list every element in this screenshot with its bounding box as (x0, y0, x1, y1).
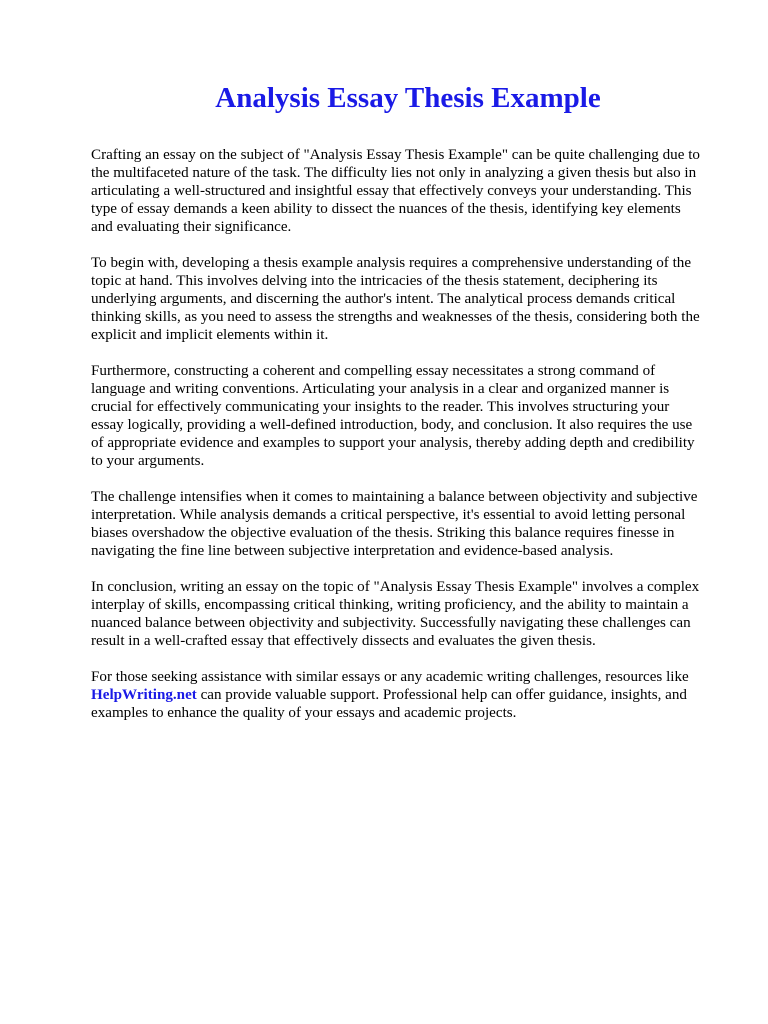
paragraph-closing (91, 668, 723, 722)
document-body (91, 146, 723, 740)
paragraph-1 (91, 146, 723, 236)
text-line: explicit and implicit elements within it. (91, 327, 329, 344)
text-line: result in a well-crafted essay that effectively dissects and evaluates the given thesis. (91, 633, 596, 650)
text-line: The challenge intensifies when it comes to maintaining a balance between objectivity and subjective (91, 489, 698, 505)
text-line: In conclusion, writing an essay on the topic of "Analysis Essay Thesis Example" involves a complex (91, 578, 700, 595)
text-line: and evaluating their significance. (91, 219, 292, 236)
text-line: articulating a well-structured and insightful essay that effectively conveys your understanding. This (91, 183, 692, 200)
text-line: can provide valuable support. Professional help can offer guidance, insights, and (196, 686, 687, 703)
text-line: biases overshadow the objective evaluation of the thesis. Striking this balance requires finesse in (91, 525, 675, 542)
text-line: interplay of skills, encompassing critical thinking, writing proficiency, and the ability to maintain a (91, 596, 689, 613)
text-line: For those seeking assistance with similar essays or any academic writing challenges, resources like (91, 668, 689, 685)
text-line: Furthermore, constructing a coherent and compelling essay necessitates a strong command of (91, 362, 656, 379)
text-line: navigating the fine line between subjective interpretation and evidence-based analysis. (91, 543, 614, 560)
text-line: the multifaceted nature of the task. The difficulty lies not only in analyzing a given thesis but also in (91, 165, 697, 182)
text-line: examples to enhance the quality of your essays and academic projects. (91, 704, 517, 721)
text-line: language and writing conventions. Articulating your analysis in a clear and organized manner is (91, 381, 670, 398)
text-line: thinking skills, as you need to assess the strengths and weaknesses of the thesis, considering both the (91, 309, 700, 326)
text-line: to your arguments. (91, 453, 205, 470)
document-title: Analysis Essay Thesis Example (215, 82, 601, 114)
paragraph-4 (91, 488, 723, 560)
text-line: underlying arguments, and discerning the author's intent. The analytical process demands critical (91, 291, 676, 308)
text-line: of appropriate evidence and examples to support your analysis, thereby adding depth and credibility (91, 435, 695, 452)
text-line: interpretation. While analysis demands a critical perspective, it's essential to avoid letting personal (91, 507, 686, 524)
text-line: crucial for effectively communicating your insights to the reader. This involves structuring your (91, 399, 670, 416)
paragraph-2 (91, 254, 723, 344)
text-line: nuanced balance between objectivity and subjectivity. Successfully navigating these challenges can (91, 615, 691, 632)
text-line: Crafting an essay on the subject of "Analysis Essay Thesis Example" can be quite challenging due to (91, 147, 700, 163)
text-line: essay logically, providing a well-defined introduction, body, and conclusion. It also requires the use (91, 417, 693, 434)
text-line: topic at hand. This involves delving into the intricacies of the thesis statement, deciphering its (91, 273, 658, 290)
paragraph-3 (91, 362, 723, 471)
helpwriting-link[interactable]: HelpWriting.net (91, 686, 197, 703)
paragraph-5 (91, 578, 723, 650)
text-line: type of essay demands a keen ability to dissect the nuances of the thesis, identifying key elements (91, 201, 681, 218)
text-line: To begin with, developing a thesis example analysis requires a comprehensive understanding of the (91, 254, 692, 271)
